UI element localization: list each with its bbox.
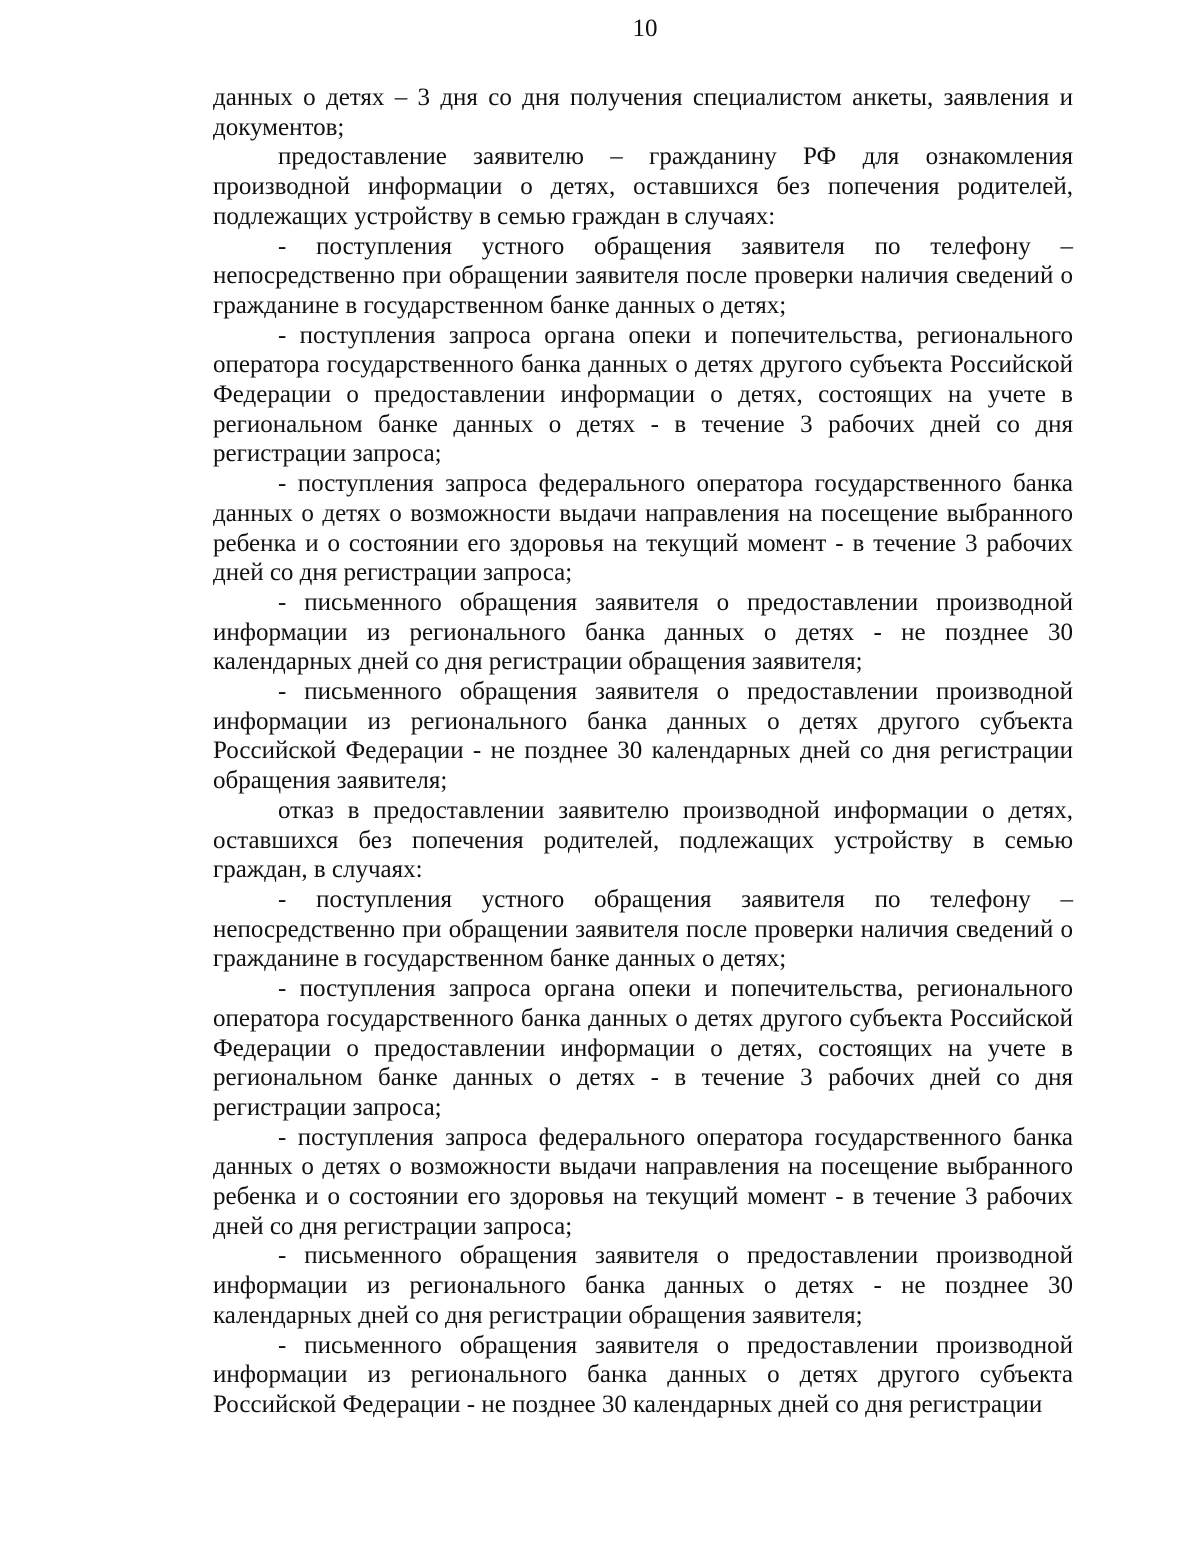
page-number: 10 [632, 15, 658, 42]
list-item: - письменного обращения заявителя о предоставлении производной информации из регионального банка данных о детях - не позднее 30 календарных дней со дня регистрации обращения заявителя; [213, 1242, 1073, 1329]
list-item: - письменного обращения заявителя о предоставлении производной информации из регионального банка данных о детях другого субъекта Российской Федерации - не позднее 30 календарных дней со дня регистрации [213, 1331, 1073, 1418]
list-item: - поступления запроса федерального оператора государственного банка данных о детях о возможности выдачи направления на посещение выбранного ребенка и о состоянии его здоровья на текущий момент - в течение 3 рабочих дней со дня регистрации запроса; [213, 470, 1073, 587]
list-item: - поступления запроса органа опеки и попечительства, регионального оператора государственного банка данных о детях другого субъекта Российской Федерации о предоставлении информации о детях, состоящих на учете в региональном банке данных о детях - в течение 3 рабочих дней со дня регистрации запроса; [213, 321, 1073, 468]
list-item: - поступления запроса органа опеки и попечительства, регионального оператора государственного банка данных о детях другого субъекта Российской Федерации о предоставлении информации о детях, состоящих на учете в региональном банке данных о детях - в течение 3 рабочих дней со дня регистрации запроса; [213, 975, 1073, 1121]
paragraph: данных о детях – 3 дня со дня получения специалистом анкеты, заявления и документов; [213, 84, 1073, 141]
paragraph: отказ в предоставлении заявителю производной информации о детях, оставшихся без попечения родителей, подлежащих устройству в семью граждан, в случаях: [213, 796, 1073, 884]
list-item: - поступления устного обращения заявителя по телефону – непосредственно при обращении заявителя после проверки наличия сведений о гражданине в государственном банке данных о детях; [213, 232, 1073, 319]
paragraph: предоставление заявителю – гражданину РФ для ознакомления производной информации о детях, оставшихся без попечения родителей, подлежащих устройству в семью граждан в случаях: [213, 143, 1073, 230]
list-item: - поступления запроса федерального оператора государственного банка данных о детях о возможности выдачи направления на посещение выбранного ребенка и о состоянии его здоровья на текущий момент - в течение 3 рабочих дней со дня регистрации запроса; [213, 1123, 1073, 1240]
list-item: - поступления устного обращения заявителя по телефону – непосредственно при обращении заявителя после проверки наличия сведений о гражданине в государственном банке данных о детях; [213, 885, 1073, 973]
list-item: - письменного обращения заявителя о предоставлении производной информации из регионального банка данных о детях другого субъекта Российской Федерации - не позднее 30 календарных дней со дня регистрации обращения заявителя; [213, 678, 1073, 795]
document-body [213, 83, 1073, 1420]
list-item: - письменного обращения заявителя о предоставлении производной информации из регионального банка данных о детях - не позднее 30 календарных дней со дня регистрации обращения заявителя; [213, 588, 1073, 676]
